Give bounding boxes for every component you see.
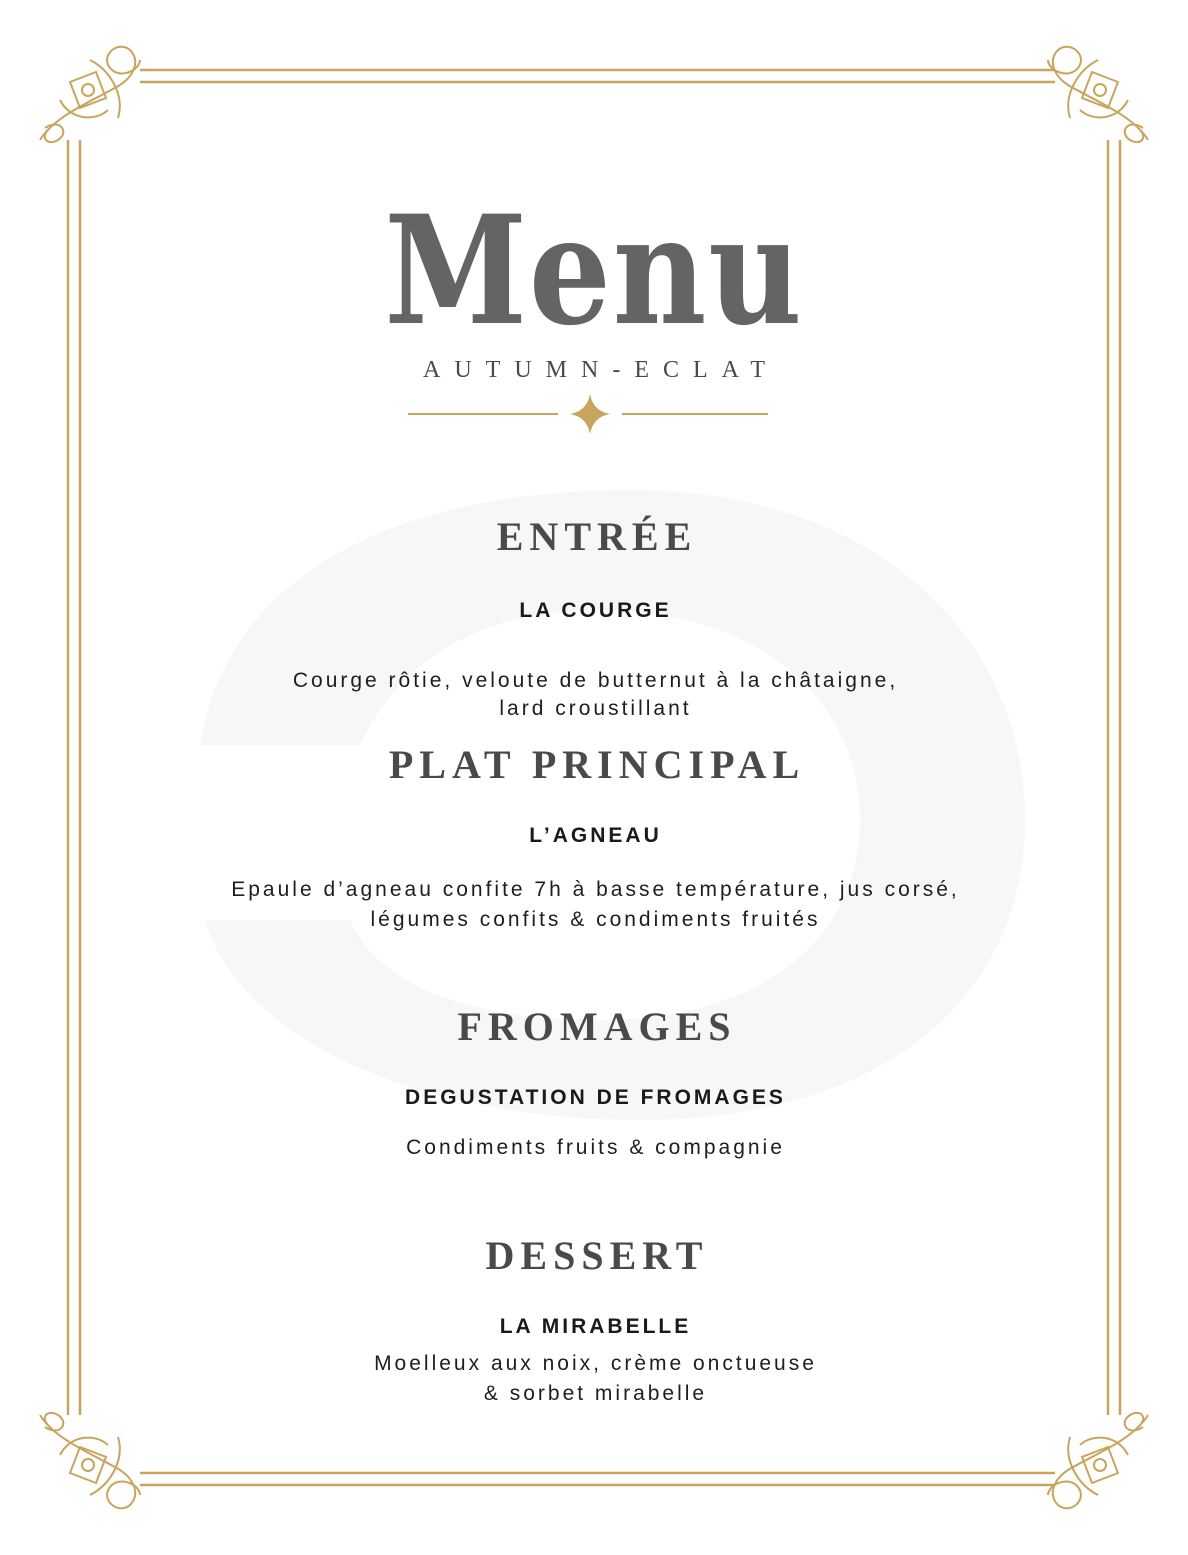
star-icon [570, 394, 610, 434]
corner-ornament-top-right [1048, 47, 1148, 142]
corner-ornament-bottom-right [1048, 1413, 1148, 1508]
dish-name-entree: LA COURGE [519, 599, 672, 622]
corner-ornament-top-left [40, 47, 140, 142]
dish-description-fromages: Condiments fruits & compagnie [406, 1136, 785, 1159]
dish-description-entree: Courge rôtie, veloute de butternut à la châtaigne, lard croustillant [292, 669, 899, 720]
dish-name-fromages: DEGUSTATION DE FROMAGES [405, 1086, 786, 1109]
menu-title: Menu [384, 183, 804, 359]
section-title-dessert: DESSERT [485, 1233, 709, 1278]
dish-description-plat-principal: Epaule d’agneau confite 7h à basse température, jus corsé, légumes confits & condiments fruités [231, 878, 960, 931]
corner-ornament-bottom-left [40, 1413, 140, 1508]
section-title-entree: ENTRÉE [496, 514, 698, 559]
dish-name-plat-principal: L’AGNEAU [529, 824, 662, 847]
star-divider [400, 392, 780, 436]
section-title-fromages: FROMAGES [457, 1004, 737, 1049]
dish-description-dessert: Moelleux aux noix, crème onctueuse & sorbet mirabelle [374, 1352, 817, 1405]
section-title-plat-principal: PLAT PRINCIPAL [388, 742, 806, 787]
menu-subtitle: AUTUMN-ECLAT [423, 357, 779, 383]
dish-name-dessert: LA MIRABELLE [499, 1315, 692, 1338]
